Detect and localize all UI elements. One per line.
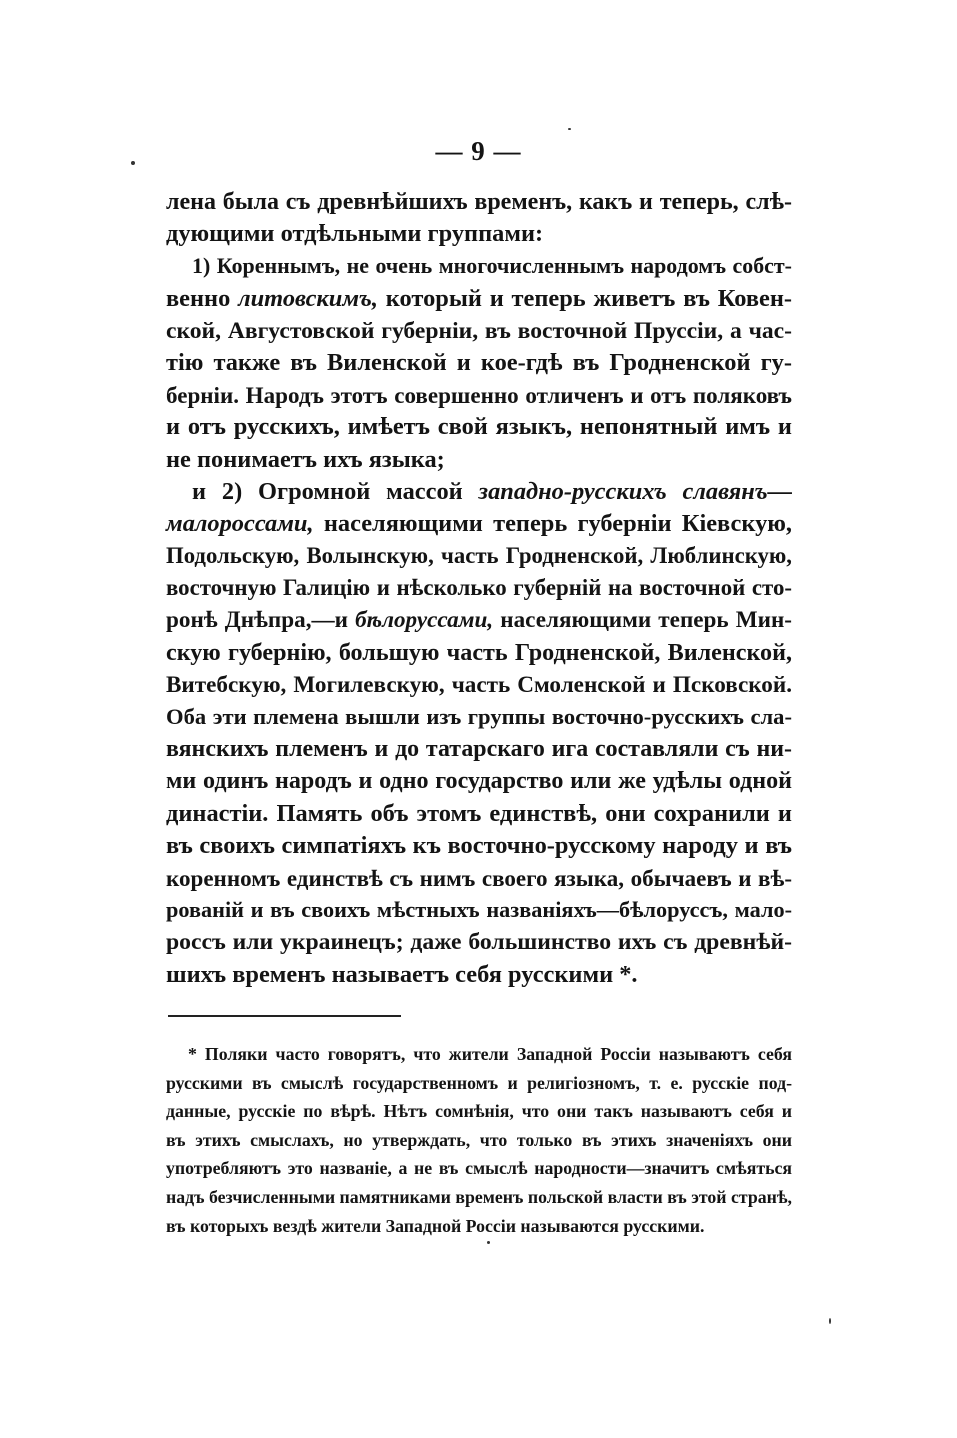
text-segment: Витебскую, Могилевскую, часть Смоленской и Псковской. <box>166 671 792 698</box>
text-line <box>166 347 792 379</box>
footnote-divider <box>168 1015 401 1017</box>
text-line <box>166 733 792 765</box>
text-segment: въ своихъ симпатіяхъ къ восточно-русскому народу и въ <box>166 831 792 859</box>
scan-speck <box>568 128 571 130</box>
text-line <box>166 894 792 926</box>
text-segment: тію также въ Виленской и кое-гдѣ въ Гродненской гу- <box>166 348 792 376</box>
footnote-line: русскими въ смыслѣ государственномъ и религіозномъ, т. е. русскіе под- <box>166 1072 792 1093</box>
text-line <box>166 572 792 604</box>
text-line <box>166 379 792 411</box>
text-segment: населяющими теперь Мин- <box>493 607 792 634</box>
text-segment: не понимаетъ ихъ языка; <box>166 445 445 473</box>
emphasized-term: малороссами, <box>166 509 314 537</box>
scan-speck <box>487 1241 490 1244</box>
text-segment: ронѣ Днѣпра,—и <box>166 607 356 634</box>
footnote-line: въ которыхъ вездѣ жители Западной Россіи называются русскими. <box>166 1215 705 1236</box>
text-line <box>166 411 792 443</box>
text-line <box>166 765 792 797</box>
text-line <box>166 669 792 701</box>
text-line <box>166 798 792 830</box>
text-segment: рованій и въ своихъ мѣстныхъ названіяхъ—бѣлоруссъ, мало- <box>166 897 792 923</box>
text-line <box>166 476 792 508</box>
text-segment: россъ или украинецъ; даже большинство ихъ съ древнѣй- <box>166 929 792 956</box>
text-segment: дующими отдѣльными группами: <box>166 220 544 248</box>
text-line <box>166 926 792 958</box>
text-segment: ми одинъ народъ и одно государство или же удѣлы одной <box>166 768 792 795</box>
text-line <box>166 444 792 476</box>
text-segment: ской, Августовской губерніи, въ восточной Пруссіи, а час- <box>166 317 792 344</box>
text-line <box>166 540 792 572</box>
text-segment: берніи. Народъ этотъ совершенно отличенъ и отъ поляковъ <box>166 382 792 409</box>
footnote-line: данные, русскіе по вѣрѣ. Нѣтъ сомнѣнія, что они такъ называютъ себя и <box>166 1101 792 1122</box>
text-line <box>166 959 792 991</box>
text-line <box>166 283 792 315</box>
text-line <box>166 508 792 540</box>
text-segment: династіи. Память объ этомъ единствѣ, они сохранили и <box>166 799 792 827</box>
text-segment: скую губернію, большую часть Гродненской, Виленской, <box>166 639 792 666</box>
text-segment: венно <box>166 284 239 312</box>
text-segment: шихъ временъ называетъ себя русскими *. <box>166 960 638 988</box>
text-segment: который и теперь живетъ въ Ковен- <box>378 284 792 312</box>
text-line <box>166 830 792 862</box>
page-number: — 9 — <box>435 136 522 166</box>
emphasized-term: западно-русскихъ славянъ— <box>478 477 792 505</box>
text-line <box>166 315 792 347</box>
text-segment: населяющими теперь губерніи Кіевскую, <box>313 509 792 537</box>
text-line <box>166 186 792 218</box>
text-line <box>166 604 792 636</box>
text-segment: восточную Галицію и нѣсколько губерній на восточной сто- <box>166 575 792 601</box>
footnote-line: въ этихъ смыслахъ, но утверждать, что только въ этихъ значеніяхъ они <box>166 1129 792 1150</box>
text-line <box>166 637 792 669</box>
text-segment: коренномъ единствѣ съ нимъ своего языка, обычаевъ и вѣ- <box>166 864 792 891</box>
scan-speck <box>131 161 135 165</box>
text-segment: и 2) Огромной массой <box>192 477 479 505</box>
footnote-line: употребляютъ это названіе, а не въ смыслѣ народности—значитъ смѣяться <box>166 1158 792 1179</box>
footnote-line: надъ безчисленными памятниками временъ польской власти въ этой странѣ, <box>166 1186 792 1207</box>
text-segment: вянскихъ племенъ и до татарскаго ига составляли съ ни- <box>166 736 792 763</box>
text-segment: Подольскую, Волынскую, часть Гродненской, Люблинскую, <box>166 543 792 569</box>
footnote-line: * Поляки часто говорятъ, что жители Западной Россіи называютъ себя <box>188 1044 792 1064</box>
text-line <box>166 218 792 250</box>
text-segment: и отъ русскихъ, имѣетъ свой языкъ, непонятный имъ и <box>166 413 792 441</box>
scan-speck <box>829 1318 831 1324</box>
footnote <box>166 1040 792 1240</box>
text-segment: 1) Кореннымъ, не очень многочисленнымъ народомъ собст- <box>192 253 792 279</box>
text-line <box>166 250 792 282</box>
text-line <box>166 701 792 733</box>
text-segment: лена была съ древнѣйшихъ временъ, какъ и теперь, слѣ- <box>166 189 792 215</box>
emphasized-term: бѣлоруссами, <box>355 607 494 634</box>
body-text <box>166 186 792 991</box>
emphasized-term: литовскимъ, <box>238 284 379 312</box>
text-segment: Оба эти племена вышли изъ группы восточно-русскихъ сла- <box>166 704 792 729</box>
text-line <box>166 862 792 894</box>
